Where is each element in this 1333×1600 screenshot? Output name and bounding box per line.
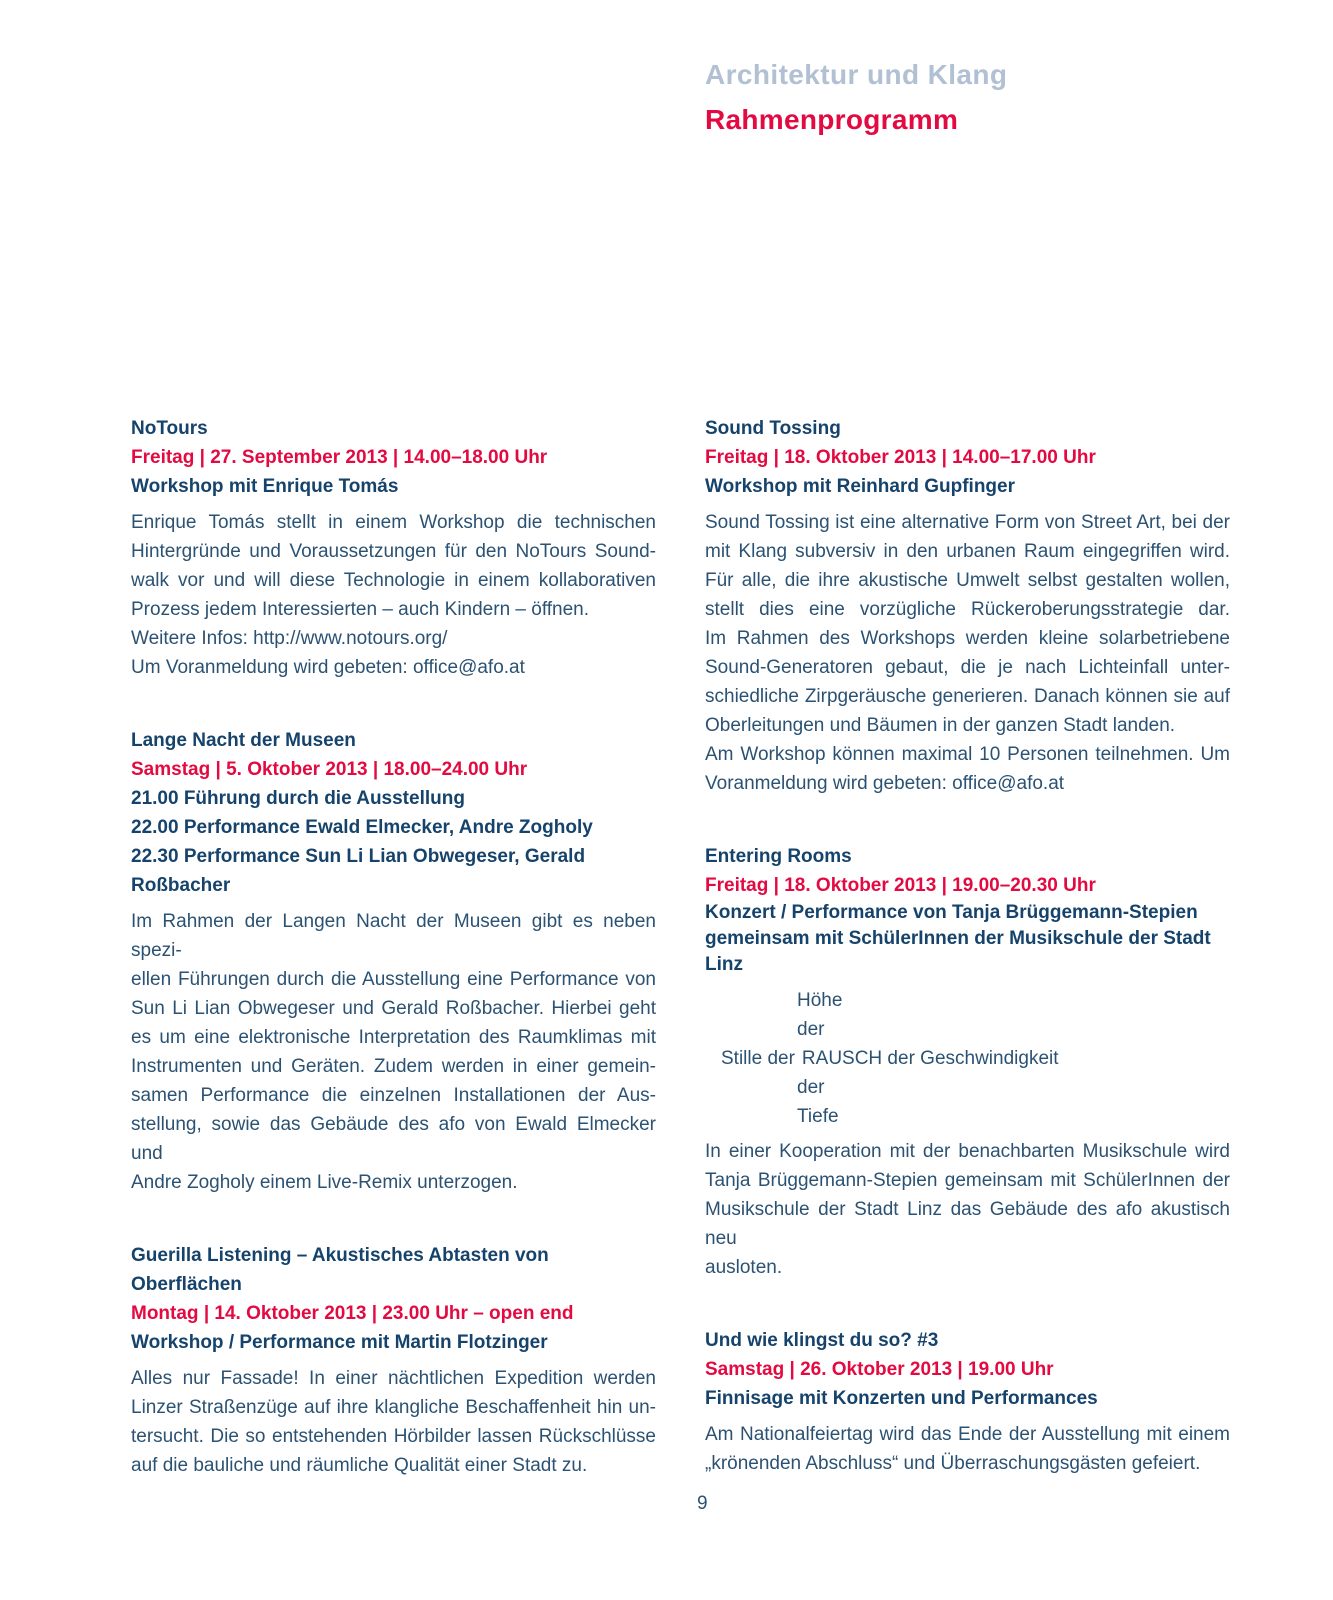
section-subtitles: [131, 472, 656, 501]
text-line: Sound Tossing ist eine alternative Form von Street Art, bei der: [705, 512, 1230, 533]
text-line: Workshop / Performance mit Martin Flotzinger: [131, 1332, 548, 1353]
right-column: [705, 414, 1230, 1478]
text-line: gemeinsam mit SchülerInnen der Musikschule der Stadt Linz: [705, 928, 1211, 975]
section-body: [131, 1364, 656, 1480]
text-line: Voranmeldung wird gebeten: office@afo.at: [705, 773, 1065, 794]
text-line: Instrumenten und Geräten. Zudem werden in einer gemein-: [131, 1056, 656, 1077]
left-column: [131, 414, 656, 1480]
section-guerilla-listening: [131, 1241, 656, 1480]
poem-main-line: [721, 1044, 1230, 1073]
poem-main-text: RAUSCH der Geschwindigkeit: [801, 1048, 1059, 1069]
section-date: Freitag | 18. Oktober 2013 | 14.00–17.00 Uhr: [705, 447, 1096, 468]
poem-line: Höhe: [797, 990, 843, 1011]
text-line: Um Voranmeldung wird gebeten: office@afo.at: [131, 657, 525, 678]
text-line: In einer Kooperation mit der benachbarten Musikschule wird: [705, 1141, 1230, 1162]
section-title: NoTours: [131, 418, 208, 439]
section-subtitles: [705, 472, 1230, 501]
section-title: Lange Nacht der Museen: [131, 730, 356, 751]
text-line: Alles nur Fassade! In einer nächtlichen Expedition werden: [131, 1368, 656, 1389]
section-date: Samstag | 26. Oktober 2013 | 19.00 Uhr: [705, 1359, 1054, 1380]
section-sound-tossing: [705, 414, 1230, 798]
text-line: Prozess jedem Interessierten – auch Kindern – öffnen.: [131, 599, 590, 620]
text-line: mit Klang subversiv in den urbanen Raum eingegriffen wird.: [705, 541, 1230, 562]
text-line: es um eine elektronische Interpretation des Raumklimas mit: [131, 1027, 656, 1048]
text-line: „krönenden Abschluss“ und Überraschungsgästen gefeiert.: [705, 1453, 1201, 1474]
text-line: Am Workshop können maximal 10 Personen teilnehmen. Um: [705, 744, 1230, 765]
text-line: stellung, sowie das Gebäude des afo von Ewald Elmecker und: [131, 1114, 656, 1164]
section-body: [705, 1137, 1230, 1282]
text-line: 22.00 Performance Ewald Elmecker, Andre Zogholy: [131, 817, 593, 838]
section-body: [705, 1420, 1230, 1478]
section-body: [131, 508, 656, 682]
text-line: auf die bauliche und räumliche Qualität einer Stadt zu.: [131, 1455, 588, 1476]
text-line: Sun Li Lian Obwegeser und Gerald Roßbacher. Hierbei geht: [131, 998, 656, 1019]
text-line: Enrique Tomás stellt in einem Workshop die technischen: [131, 512, 656, 533]
text-line: Im Rahmen der Langen Nacht der Museen gibt es neben spezi-: [131, 911, 656, 961]
text-line: Hintergründe und Voraussetzungen für den NoTours Sound-: [131, 541, 656, 562]
text-line: tersucht. Die so entstehenden Hörbilder lassen Rückschlüsse: [131, 1426, 656, 1447]
text-line: 21.00 Führung durch die Ausstellung: [131, 788, 465, 809]
text-line: 22.30 Performance Sun Li Lian Obwegeser, Gerald Roßbacher: [131, 846, 586, 896]
text-line: Konzert / Performance von Tanja Brüggemann-Stepien: [705, 902, 1198, 923]
text-line: samen Performance die einzelnen Installationen der Aus-: [131, 1085, 656, 1106]
text-line: Oberleitungen und Bäumen in der ganzen Stadt landen.: [705, 715, 1176, 736]
section-title: Sound Tossing: [705, 418, 841, 439]
text-line: ausloten.: [705, 1257, 783, 1278]
text-line: Musikschule der Stadt Linz das Gebäude des afo akustisch neu: [705, 1199, 1230, 1249]
section-date: Samstag | 5. Oktober 2013 | 18.00–24.00 Uhr: [131, 759, 528, 780]
section-date: Montag | 14. Oktober 2013 | 23.00 Uhr – open end: [131, 1303, 574, 1324]
section-title: Und wie klingst du so? #3: [705, 1330, 939, 1351]
text-line: Linzer Straßenzüge auf ihre klangliche Beschaffenheit hin un-: [131, 1397, 656, 1418]
section-date: Freitag | 27. September 2013 | 14.00–18.00 Uhr: [131, 447, 548, 468]
text-line: Workshop mit Enrique Tomás: [131, 476, 399, 497]
section-und-wie-klingst-du-so: [705, 1326, 1230, 1478]
text-line: Weitere Infos: http://www.notours.org/: [131, 628, 448, 649]
text-line: schiedliche Zirpgeräusche generieren. Danach können sie auf: [705, 686, 1230, 707]
text-line: ellen Führungen durch die Ausstellung eine Performance von: [131, 969, 656, 990]
section-title: Guerilla Listening – Akustisches Abtasten von Oberflächen: [131, 1245, 549, 1295]
text-line: walk vor und will diese Technologie in einem kollaborativen: [131, 570, 656, 591]
section-entering-rooms: [705, 842, 1230, 1282]
section-body: [131, 907, 656, 1197]
section-subtitles: [131, 1328, 656, 1357]
text-line: Andre Zogholy einem Live-Remix unterzogen.: [131, 1172, 518, 1193]
page-header: [705, 60, 1007, 135]
poem-left-text: Stille der: [721, 1048, 795, 1069]
text-line: Für alle, die ihre akustische Umwelt selbst gestalten wollen,: [705, 570, 1230, 591]
page-subtitle: Rahmenprogramm: [705, 104, 959, 135]
section-program-lines: [131, 784, 656, 900]
section-subtitles: [705, 1384, 1230, 1413]
poem-block: [721, 986, 1230, 1131]
page-number: 9: [697, 1493, 708, 1514]
poem-line: Tiefe: [797, 1106, 839, 1127]
text-line: Tanja Brüggemann-Stepien gemeinsam mit SchülerInnen der: [705, 1170, 1230, 1191]
poem-line: der: [797, 1019, 825, 1040]
poem-line: der: [797, 1077, 825, 1098]
section-notours: [131, 414, 656, 682]
text-line: Am Nationalfeiertag wird das Ende der Ausstellung mit einem: [705, 1424, 1230, 1445]
text-line: Workshop mit Reinhard Gupfinger: [705, 476, 1015, 497]
section-date: Freitag | 18. Oktober 2013 | 19.00–20.30 Uhr: [705, 875, 1096, 896]
text-line: Im Rahmen des Workshops werden kleine solarbetriebene: [705, 628, 1230, 649]
text-line: Finnisage mit Konzerten und Performances: [705, 1388, 1098, 1409]
section-lange-nacht-der-museen: [131, 726, 656, 1197]
page-title: Architektur und Klang: [705, 59, 1008, 90]
text-line: Sound-Generatoren gebaut, die je nach Lichteinfall unter-: [705, 657, 1230, 678]
section-subtitles: [705, 900, 1230, 978]
section-title: Entering Rooms: [705, 846, 852, 867]
section-body: [705, 508, 1230, 798]
text-line: stellt dies eine vorzügliche Rückeroberungsstrategie dar.: [705, 599, 1230, 620]
